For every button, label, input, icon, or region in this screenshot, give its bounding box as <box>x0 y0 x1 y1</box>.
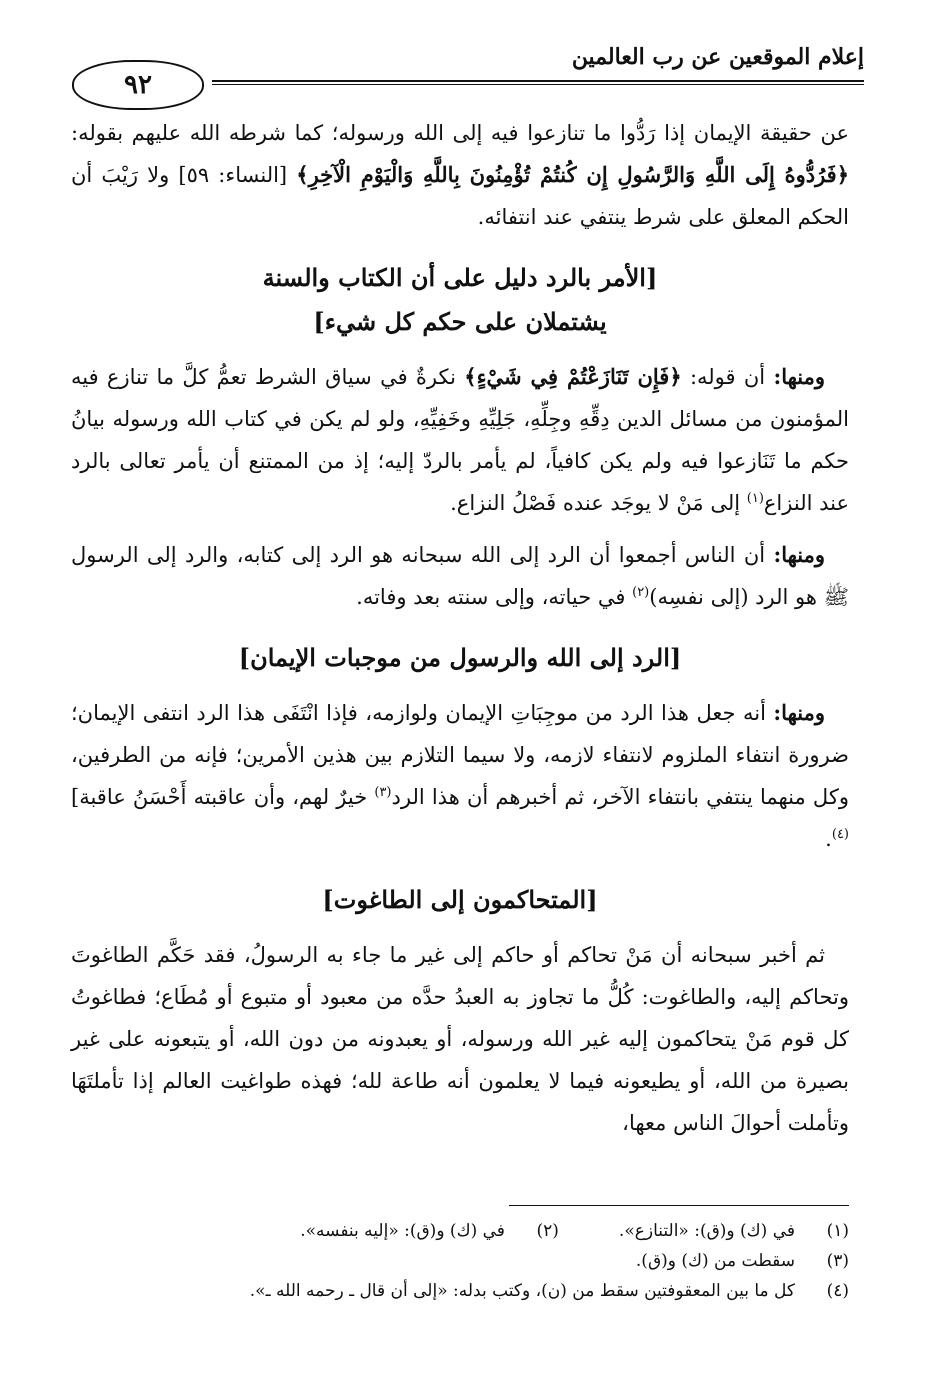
footnote-text: سقطت من (ك) و(ق). <box>635 1251 795 1271</box>
paragraph-lead: ومنها: <box>773 700 825 725</box>
paragraph-2 <box>71 356 849 524</box>
footnote-separator <box>509 1205 849 1206</box>
paragraph-4-c: . <box>825 827 832 851</box>
paragraph-lead: ومنها: <box>773 364 825 389</box>
footnote-3 <box>636 1246 849 1276</box>
footnote-number: (١) <box>826 1221 849 1241</box>
footnote-row <box>71 1216 849 1246</box>
footnote-row <box>71 1276 849 1306</box>
footnotes <box>71 1216 849 1306</box>
paragraph-2-b: نكرةٌ في سياق الشرط تعمُّ كلَّ ما تنازع فيه المؤمنون من مسائل الدين دِقِّهِ وجِلِّهِ، جَلِيِّهِ وخَفِيِّهِ، ولو لم يكن في كتاب الله ورسوله بيانُ حكم ما تَنَازعوا فيه ولم يكن كافياً، لم يأمر بالردّ إليه؛ إذ من الممتنع أن يأمر تعالى بالرد عند النزاع <box>71 365 849 515</box>
footnote-text: في (ك) و(ق): «إليه بنفسه». <box>300 1221 505 1241</box>
footnote-ref-3[interactable]: (٣) <box>374 785 392 800</box>
paragraph-2-c: إلى مَنْ لا يوجَد عنده فَصْلُ النزاع. <box>450 491 741 515</box>
footnote-2 <box>300 1216 559 1246</box>
paragraph-4-a: أنه جعل هذا الرد من موجِبَاتِ الإيمان ولوازمه، فإذا انْتَفَى هذا الرد انتفى الإيمان؛ ضرورة انتفاء الملزوم لانتفاء لازمه، ولا سيما التلازم بين هذين الأمرين؛ فإنه من الطرفين، وكل منهما ينتفي بانتفاء الآخر، ثم أخبرهم أن هذا الرد <box>71 701 849 809</box>
page-number: ٩٢ <box>124 70 152 100</box>
section-heading-3: [المتحاكمون إلى الطاغوت] <box>322 885 598 914</box>
paragraph-1 <box>71 112 849 238</box>
section-heading-1 <box>71 256 849 344</box>
paragraph-1-tail: [النساء: ٥٩] ولا رَيْبَ أن الحكم المعلق على شرط ينتفي عند انتفائه. <box>71 163 849 229</box>
heading-1-line-1: [الأمر بالرد دليل على أن الكتاب والسنة <box>262 263 658 292</box>
header-rule-thin <box>212 84 864 85</box>
footnote-text: كل ما بين المعقوفتين سقط من (ن)، وكتب بدله: «إلى أن قال ـ رحمه الله ـ». <box>249 1281 795 1301</box>
paragraph-2-a: أن قوله: <box>689 365 766 389</box>
paragraph-3-a: أن الناس أجمعوا أن الرد إلى الله سبحانه هو الرد إلى كتابه، والرد إلى الرسول ﷺ هو الرد (إلى نفسِه) <box>71 543 849 609</box>
footnote-row <box>71 1246 849 1276</box>
heading-1-line-2: يشتملان على حكم كل شيء] <box>313 307 607 336</box>
footnote-4 <box>250 1276 849 1306</box>
quran-verse: ﴿فَرُدُّوهُ إِلَى اللَّهِ وَالرَّسُولِ إِن كُنتُمْ تُؤْمِنُونَ بِاللَّهِ وَالْيَوْمِ الْآخِرِ﴾ <box>296 162 849 187</box>
page-number-badge <box>72 60 204 110</box>
footnote-ref-2[interactable]: (٢) <box>632 585 650 600</box>
paragraph-3-b: في حياته، وإلى سنته بعد وفاته. <box>356 585 626 609</box>
footnote-1 <box>619 1216 849 1246</box>
footnote-number: (٣) <box>826 1251 849 1271</box>
quran-verse: ﴿فَإِن تَنَازَعْتُمْ فِي شَيْءٍ﴾ <box>464 364 682 389</box>
paragraph-4-b: خيرٌ لهم، وأن عاقبته أَحْسَنُ عاقبة] <box>71 785 368 809</box>
paragraph-3 <box>71 534 849 618</box>
paragraph-1-text: عن حقيقة الإيمان إذا رَدُّوا ما تنازعوا فيه إلى الله ورسوله؛ كما شرطه الله عليهم بقوله: <box>71 121 849 145</box>
main-text <box>71 112 849 1154</box>
section-heading-2: [الرد إلى الله والرسول من موجبات الإيمان] <box>238 643 682 672</box>
book-title: إعلام الموقعين عن رب العالمين <box>571 44 864 70</box>
paragraph-5: ثم أخبر سبحانه أن مَنْ تحاكم أو حاكم إلى غير ما جاء به الرسولُ، فقد حَكَّم الطاغوتَ وتحاكم إليه، والطاغوت: كُلُّ ما تجاوز به العبدُ حدَّه من معبود أو متبوع أو مُطَاع؛ فطاغوتُ كل قوم مَنْ يتحاكمون إليه غير الله ورسوله، أو يعبدونه من دون الله، أو يتبعونه على غير بصيرة من الله، أو يطيعونه فيما لا يعلمون أنه طاعة لله؛ فهذه طواغيت العالم إذا تأملتَهَا وتأملت أحوالَ الناس معها، <box>71 943 849 1135</box>
header-rule <box>212 80 864 82</box>
footnote-text: في (ك) و(ق): «التنازع». <box>618 1221 795 1241</box>
footnote-number: (٤) <box>826 1281 849 1301</box>
footnote-ref-4[interactable]: (٤) <box>831 827 849 842</box>
paragraph-lead: ومنها: <box>773 542 825 567</box>
running-header <box>72 40 864 110</box>
footnote-number: (٢) <box>536 1221 559 1241</box>
footnote-ref-1[interactable]: (١) <box>746 491 764 506</box>
paragraph-4 <box>71 692 849 860</box>
